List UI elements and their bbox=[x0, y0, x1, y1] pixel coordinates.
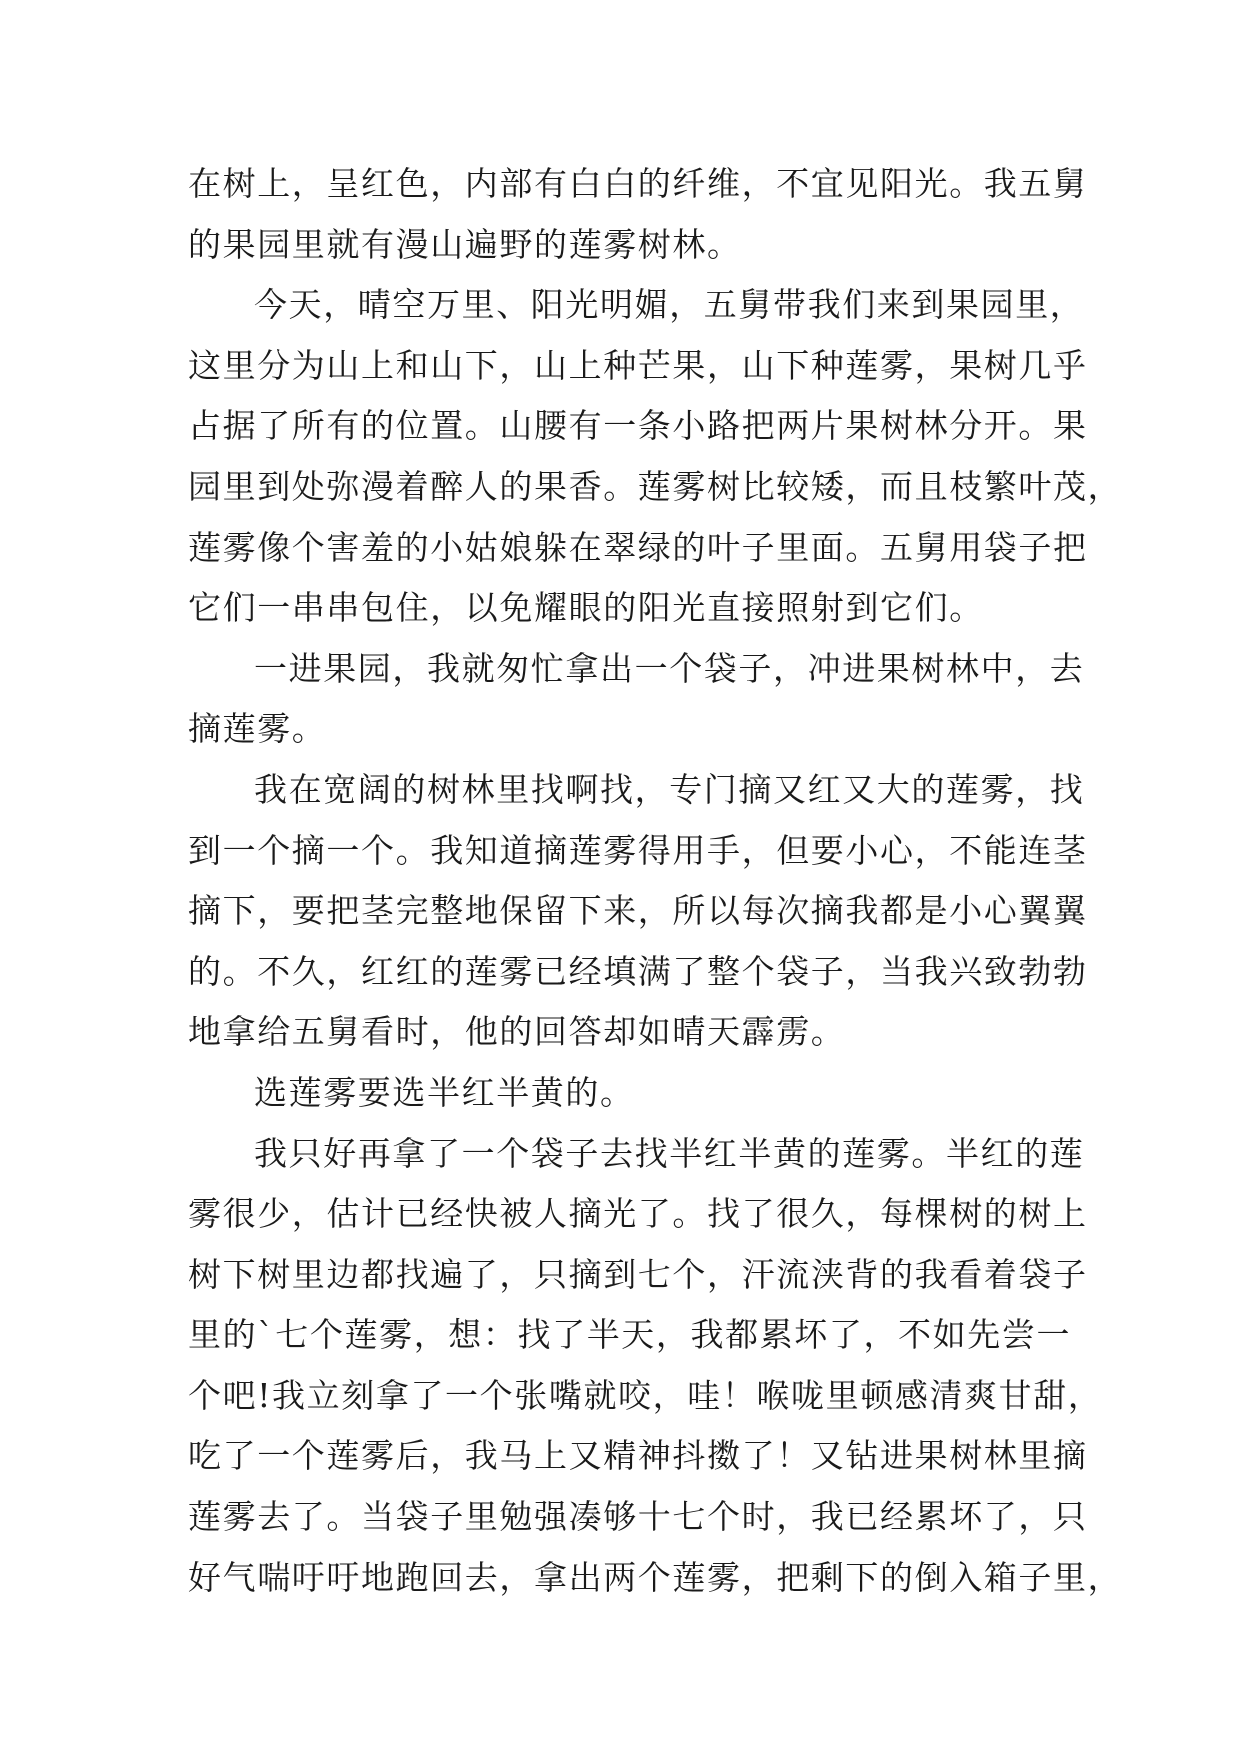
text-line: 今天，晴空万里、阳光明媚，五舅带我们来到果园里， bbox=[254, 285, 1085, 325]
text-line: 树下树里边都找遍了，只摘到七个，汗流浃背的我看着袋子 bbox=[188, 1254, 1088, 1294]
text-line: 占据了所有的位置。山腰有一条小路把两片果树林分开。果 bbox=[188, 406, 1088, 446]
text-line: 地拿给五舅看时，他的回答却如晴天霹雳。 bbox=[188, 1012, 846, 1052]
text-line: 吃了一个莲雾后，我马上又精神抖擞了！又钻进果树林里摘 bbox=[188, 1436, 1088, 1476]
text-line: 莲雾去了。当袋子里勉强凑够十七个时，我已经累坏了，只 bbox=[188, 1497, 1088, 1537]
body-text bbox=[188, 154, 1123, 1608]
text-line: 一进果园，我就匆忙拿出一个袋子，冲进果树林中，去 bbox=[254, 648, 1085, 688]
text-line: 个吧!我立刻拿了一个张嘴就咬，哇！喉咙里顿感清爽甘甜， bbox=[188, 1375, 1103, 1415]
text-line: 到一个摘一个。我知道摘莲雾得用手，但要小心，不能连茎 bbox=[188, 830, 1088, 870]
text-line: 它们一串串包住，以免耀眼的阳光直接照射到它们。 bbox=[188, 588, 984, 628]
text-line: 雾很少，估计已经快被人摘光了。找了很久，每棵树的树上 bbox=[188, 1194, 1088, 1234]
text-line: 的。不久，红红的莲雾已经填满了整个袋子，当我兴致勃勃 bbox=[188, 951, 1088, 991]
text-line: 选莲雾要选半红半黄的。 bbox=[254, 1072, 635, 1112]
text-line: 摘莲雾。 bbox=[188, 709, 327, 749]
text-line: 在树上，呈红色，内部有白白的纤维，不宜见阳光。我五舅 bbox=[188, 164, 1088, 203]
text-line: 里的`七个莲雾，想：找了半天，我都累坏了，不如先尝一 bbox=[188, 1315, 1072, 1355]
text-line: 摘下，要把茎完整地保留下来，所以每次摘我都是小心翼翼 bbox=[188, 891, 1088, 931]
text-line: 我只好再拿了一个袋子去找半红半黄的莲雾。半红的莲 bbox=[254, 1133, 1085, 1173]
text-line: 莲雾像个害羞的小姑娘躲在翠绿的叶子里面。五舅用袋子把 bbox=[188, 527, 1088, 567]
text-line: 好气喘吁吁地跑回去，拿出两个莲雾，把剩下的倒入箱子里， bbox=[188, 1557, 1123, 1597]
text-line: 这里分为山上和山下，山上种芒果，山下种莲雾，果树几乎 bbox=[188, 345, 1088, 385]
text-line: 的果园里就有漫山遍野的莲雾树林。 bbox=[188, 224, 742, 264]
text-line: 我在宽阔的树林里找啊找，专门摘又红又大的莲雾，找 bbox=[254, 769, 1085, 809]
text-line: 园里到处弥漫着醉人的果香。莲雾树比较矮，而且枝繁叶茂， bbox=[188, 466, 1123, 506]
